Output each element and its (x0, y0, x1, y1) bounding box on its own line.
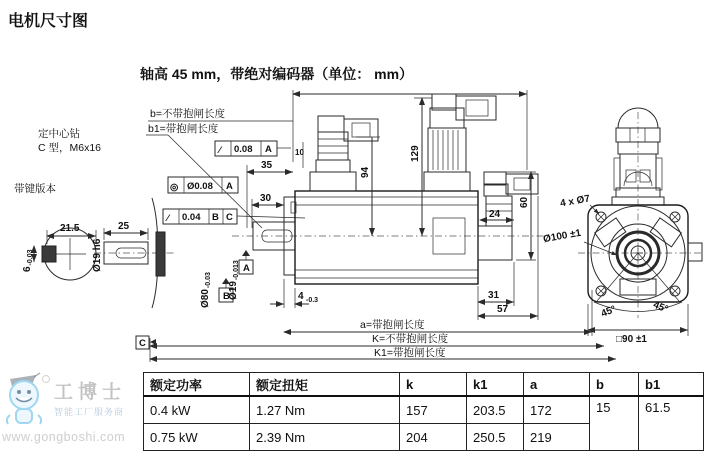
spec-table (143, 372, 704, 451)
svg-text:C: C (139, 338, 146, 349)
watermark (2, 371, 142, 451)
dim-angle-right: 45° (651, 299, 670, 316)
svg-text:A: A (243, 263, 250, 274)
cell-k-2: 204 (400, 424, 467, 451)
svg-text:A: A (226, 181, 233, 192)
cell-torque-2: 2.39 Nm (250, 424, 400, 451)
cell-a-2: 219 (524, 424, 590, 451)
svg-text:4: 4 (298, 291, 304, 302)
gdt-frame-concentricity (168, 177, 238, 193)
svg-text:A: A (265, 144, 272, 155)
dim-35: 35 (261, 160, 273, 171)
cell-a-1: 172 (524, 396, 590, 424)
datum-c-flag (136, 336, 156, 349)
svg-text:B: B (212, 212, 219, 223)
svg-text:∕: ∕ (219, 145, 221, 156)
cell-k1-2: 250.5 (467, 424, 524, 451)
cell-torque-1: 1.27 Nm (250, 396, 400, 424)
dim-57: 57 (497, 304, 509, 315)
svg-text:C: C (226, 212, 233, 223)
power-connector (424, 94, 496, 191)
col-header-rated-power: 额定功率 (144, 373, 250, 397)
watermark-brand: 工博士 (54, 381, 127, 403)
cell-k1-1: 203.5 (467, 396, 524, 424)
col-header-k1: k1 (467, 373, 524, 397)
svg-text:◎: ◎ (170, 182, 179, 193)
dimension-drawing (0, 58, 713, 372)
dim-94: 94 (360, 166, 371, 178)
svg-text:B: B (223, 291, 230, 302)
b-length-label: b=不带抱闸长度 (150, 108, 225, 120)
dim-31: 31 (488, 290, 500, 301)
motor-rear-view (542, 108, 704, 345)
dim-spigot: Ø80-0.03 (200, 272, 212, 308)
motor-side-view (136, 90, 616, 362)
gdt-frame-runout-008 (215, 141, 291, 156)
col-header-b: b (590, 373, 639, 397)
datum-a-flag (239, 250, 253, 274)
dim-10: 10 (295, 148, 304, 157)
cell-power-2: 0.75 kW (144, 424, 250, 451)
encoder-connector (310, 116, 378, 191)
k-length-label: K=不带抱闸长度 (372, 333, 449, 345)
svg-text:0.04: 0.04 (182, 212, 201, 223)
svg-text:∕: ∕ (167, 213, 169, 224)
cell-k-1: 157 (400, 396, 467, 424)
svg-text:Ø0.08: Ø0.08 (187, 181, 213, 192)
drawing-subtitle: 轴高 45 mm，带绝对编码器（单位： mm） (140, 66, 414, 82)
svg-text:C 型，M6x16: C 型，M6x16 (38, 142, 102, 154)
col-header-a: a (524, 373, 590, 397)
dim-square: □90 ±1 (616, 334, 647, 345)
gongboshi-mascot-icon (2, 371, 54, 429)
dim-30: 30 (260, 193, 272, 204)
svg-text:0.08: 0.08 (234, 144, 253, 155)
cell-b: 15 (590, 396, 639, 451)
cell-b1: 61.5 (639, 396, 704, 451)
k1-length-label: K1=带抱闸长度 (374, 347, 446, 359)
watermark-url: www.gongboshi.com (2, 430, 126, 444)
dim-shaft: Ø19-0.013 (228, 260, 240, 300)
col-header-k: k (400, 373, 467, 397)
shaft-detail-view (14, 127, 174, 308)
dim-129: 129 (410, 145, 421, 162)
col-header-rated-torque: 额定扭矩 (250, 373, 400, 397)
dim-key-flat: 21.5 (60, 223, 80, 234)
dim-60: 60 (519, 196, 530, 208)
keyed-version-note: 带键版本 (14, 183, 56, 195)
dim-bolt-circle: Ø100 ±1 (542, 227, 583, 246)
spec-table-header-row (144, 373, 704, 397)
dim-key-width: 6-0.03 (22, 249, 34, 272)
dim-ext-length: 25 (118, 221, 130, 232)
center-drill-note: 定中心钻 (38, 128, 80, 140)
watermark-tagline: 智能工厂服务商 (54, 406, 125, 417)
dim-angle-left: 45° (599, 303, 618, 320)
col-header-b1: b1 (639, 373, 704, 397)
dim-24: 24 (489, 209, 501, 220)
page-title: 电机尺寸图 (8, 13, 89, 30)
cell-power-1: 0.4 kW (144, 396, 250, 424)
b1-length-label: b1=带抱闸长度 (148, 123, 219, 135)
a-length-label: a=带抱闸长度 (360, 319, 425, 331)
dim-holes: 4 x Ø7 (559, 193, 591, 210)
dim-shaft-side: Ø19 h6 (92, 238, 103, 272)
table-row (144, 396, 704, 424)
svg-text:-0.3: -0.3 (306, 297, 319, 304)
